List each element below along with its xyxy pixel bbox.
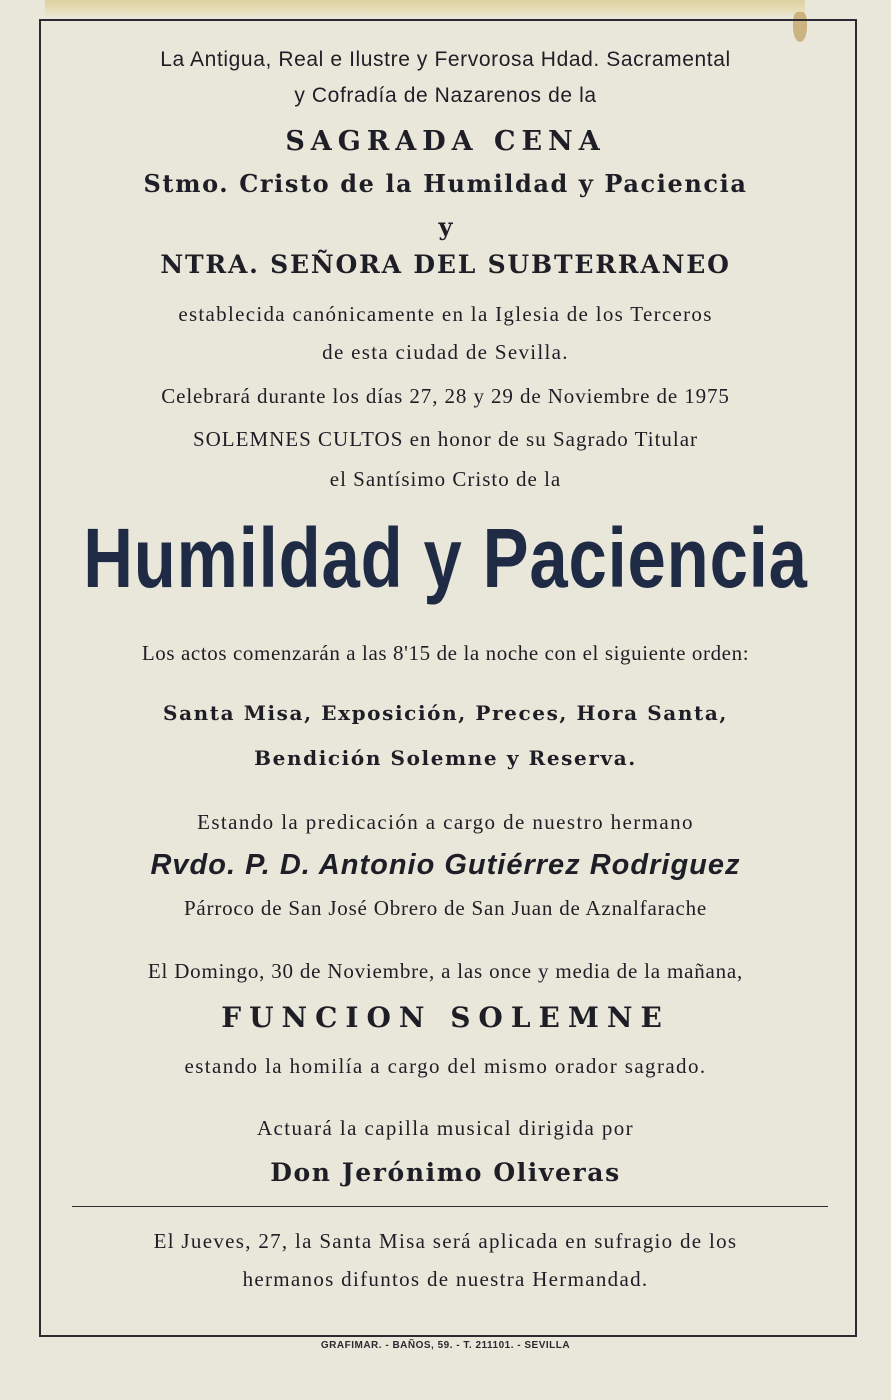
cultos-line: SOLEMNES CULTOS en honor de su Sagrado Titular — [192, 427, 699, 451]
tape-strip — [45, 0, 805, 18]
santisimo-line: el Santísimo Cristo de la — [329, 467, 562, 491]
note-line-2: hermanos difuntos de nuestra Hermandad. — [242, 1267, 649, 1291]
title-sagrada-cena: SAGRADA CENA — [285, 126, 606, 157]
title-senora: NTRA. SEÑORA DEL SUBTERRANEO — [160, 250, 731, 279]
music-line: Actuará la capilla musical dirigida por — [256, 1116, 635, 1140]
divider-rule — [72, 1206, 828, 1207]
preacher-name: Rvdo. P. D. Antonio Gutiérrez Rodriguez — [150, 849, 741, 881]
established-line-1: establecida canónicamente en la Iglesia de los Terceros — [178, 302, 713, 326]
title-conjunction: y — [438, 212, 453, 241]
main-title: Humildad y Paciencia — [83, 511, 808, 605]
acts-line-2: Bendición Solemne y Reserva. — [254, 746, 637, 770]
order-intro: Los actos comenzarán a las 8'15 de la noche con el siguiente orden: — [141, 641, 750, 665]
established-line-2: de esta ciudad de Sevilla. — [322, 340, 569, 364]
sunday-line: El Domingo, 30 de Noviembre, a las once y media de la mañana, — [147, 959, 744, 983]
note-line-1: El Jueves, 27, la Santa Misa será aplicada en sufragio de los — [153, 1229, 738, 1253]
header-line-1: La Antigua, Real e Ilustre y Fervorosa Hdad. Sacramental — [160, 48, 731, 71]
celebration-line: Celebrará durante los días 27, 28 y 29 de Noviembre de 1975 — [161, 384, 730, 408]
acts-line-1: Santa Misa, Exposición, Preces, Hora Santa, — [163, 701, 728, 725]
header-line-2: y Cofradía de Nazarenos de la — [294, 84, 597, 107]
title-cristo: Stmo. Cristo de la Humildad y Paciencia — [143, 169, 748, 198]
funcion-solemne-title: FUNCION SOLEMNE — [221, 1001, 670, 1034]
homily-line: estando la homilía a cargo del mismo orador sagrado. — [184, 1054, 707, 1078]
preacher-intro: Estando la predicación a cargo de nuestro hermano — [197, 810, 694, 834]
music-director: Don Jerónimo Oliveras — [270, 1158, 621, 1187]
printer-footer: GRAFIMAR. - BAÑOS, 59. - T. 211101. - SEVILLA — [320, 1340, 571, 1351]
preacher-role: Párroco de San José Obrero de San Juan de Aznalfarache — [183, 896, 708, 920]
